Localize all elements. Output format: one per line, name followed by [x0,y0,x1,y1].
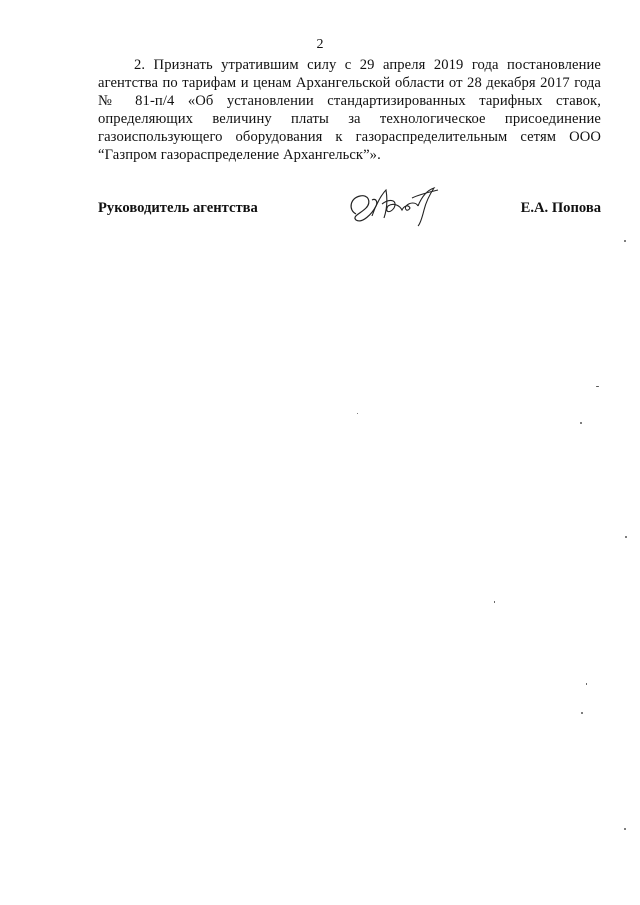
signature-block [98,180,601,230]
scan-speck [625,536,627,538]
scan-speck [596,386,599,387]
handwritten-signature [342,180,442,228]
scan-speck [357,413,358,414]
signer-name: Е.А. Попова [520,200,601,216]
body-paragraph: 2. Признать утратившим силу с 29 апреля 2019 года постановление агентства по тарифам и ценам Архангельской области от 28 декабря 2017 года № 81-п/4 «Об установлении стандартизированных тарифных ставок, определяющих величину платы за технологическое присоединение газоиспользующего оборудования к газораспределительным сетям ООО “Газпром газораспределение Архангельск”». [98,57,601,163]
scan-speck [494,601,495,603]
signer-position: Руководитель агентства [98,200,258,216]
scan-speck [624,240,626,242]
scan-speck [580,422,582,424]
scan-speck [586,683,587,685]
scan-speck [581,712,583,714]
page-number: 2 [316,37,324,52]
scan-speck [624,828,626,830]
